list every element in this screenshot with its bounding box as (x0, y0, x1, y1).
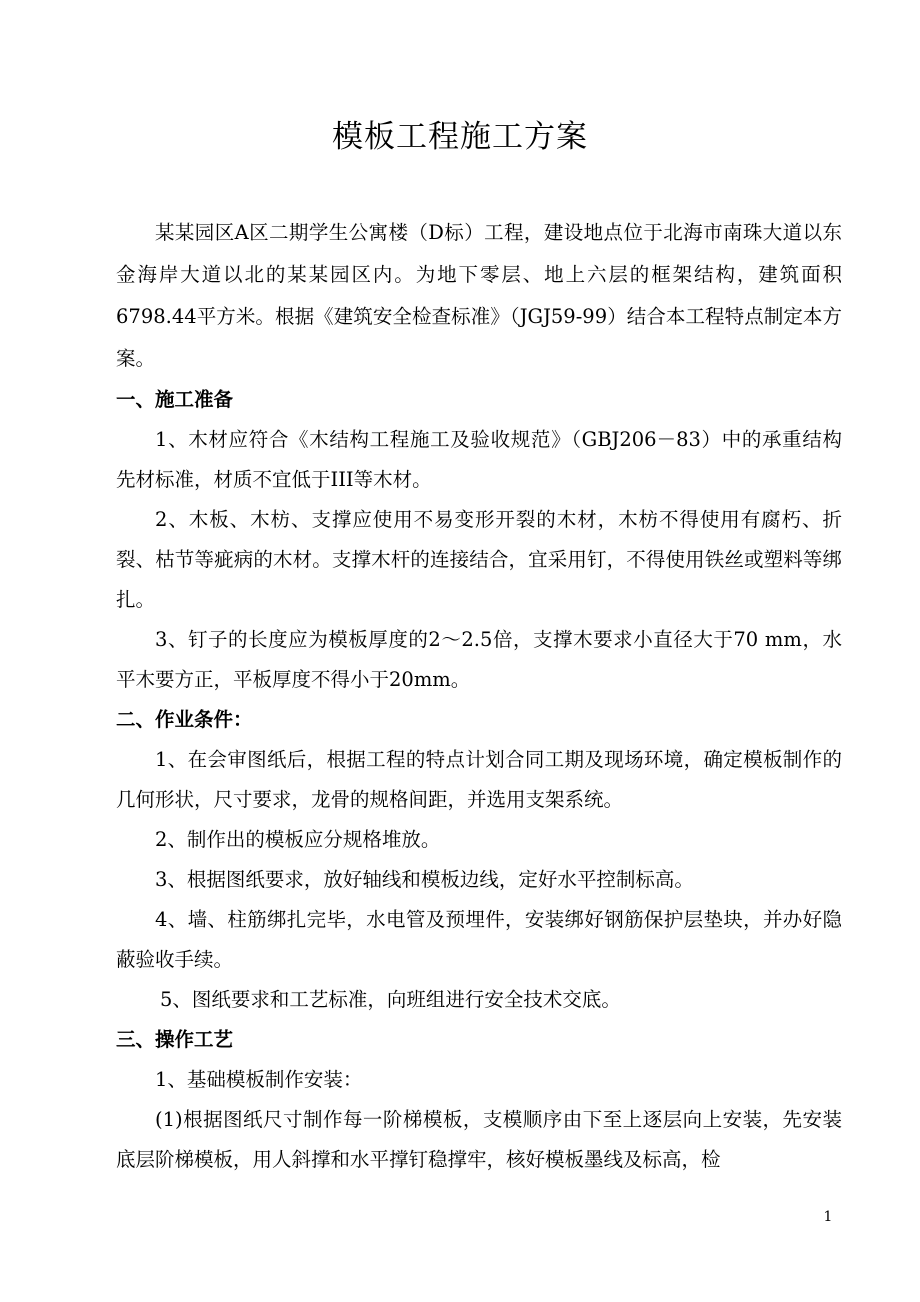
preparation-item-2: 2、木板、木枋、支撑应使用不易变形开裂的木材，木枋不得使用有腐朽、折裂、枯节等疵病的木材。支撑木杆的连接结合，宜采用钉，不得使用铁丝或塑料等绑扎。 (116, 508, 842, 611)
process-item-1: 1、基础模板制作安装： (155, 1068, 363, 1091)
section-heading-process: 三、操作工艺 (116, 1028, 234, 1051)
preparation-item-1: 1、木材应符合《木结构工程施工及验收规范》（GBJ206－83）中的承重结构先材标准，材质不宜低于III等木材。 (116, 428, 842, 491)
section-heading-preparation: 一、施工准备 (116, 388, 234, 411)
conditions-item-5: 5、图纸要求和工艺标准，向班组进行安全技术交底。 (160, 988, 621, 1011)
page-number: 1 (823, 1209, 833, 1225)
intro-paragraph: 某某园区A区二期学生公寓楼（D标）工程，建设地点位于北海市南珠大道以东金海岸大道以北的某某园区内。为地下零层、地上六层的框架结构，建筑面积6798.44平方米。根据《建筑安全检查标准》（JGJ59-99）结合本工程特点制定本方案。 (116, 221, 842, 370)
preparation-item-3: 3、钉子的长度应为模板厚度的2～2.5倍，支撑木要求小直径大于70 mm，水平木要方正，平板厚度不得小于20mm。 (116, 628, 842, 691)
document-title: 模板工程施工方案 (332, 119, 588, 155)
section-heading-conditions: 二、作业条件： (116, 708, 253, 731)
conditions-item-2: 2、制作出的模板应分规格堆放。 (155, 828, 441, 851)
document-body (116, 212, 842, 1180)
process-item-1-1: (1)根据图纸尺寸制作每一阶梯模板，支模顺序由下至上逐层向上安装，先安装底层阶梯模板，用人斜撑和水平撑钉稳撑牢，核好模板墨线及标高，检 (116, 1108, 842, 1171)
conditions-item-3: 3、根据图纸要求，放好轴线和模板边线，定好水平控制标高。 (155, 868, 694, 891)
conditions-item-4: 4、墙、柱筋绑扎完毕，水电管及预埋件，安装绑好钢筋保护层垫块，并办好隐蔽验收手续。 (116, 908, 842, 971)
conditions-item-1: 1、在会审图纸后，根据工程的特点计划合同工期及现场环境，确定模板制作的几何形状，尺寸要求，龙骨的规格间距，并选用支架系统。 (116, 748, 842, 811)
